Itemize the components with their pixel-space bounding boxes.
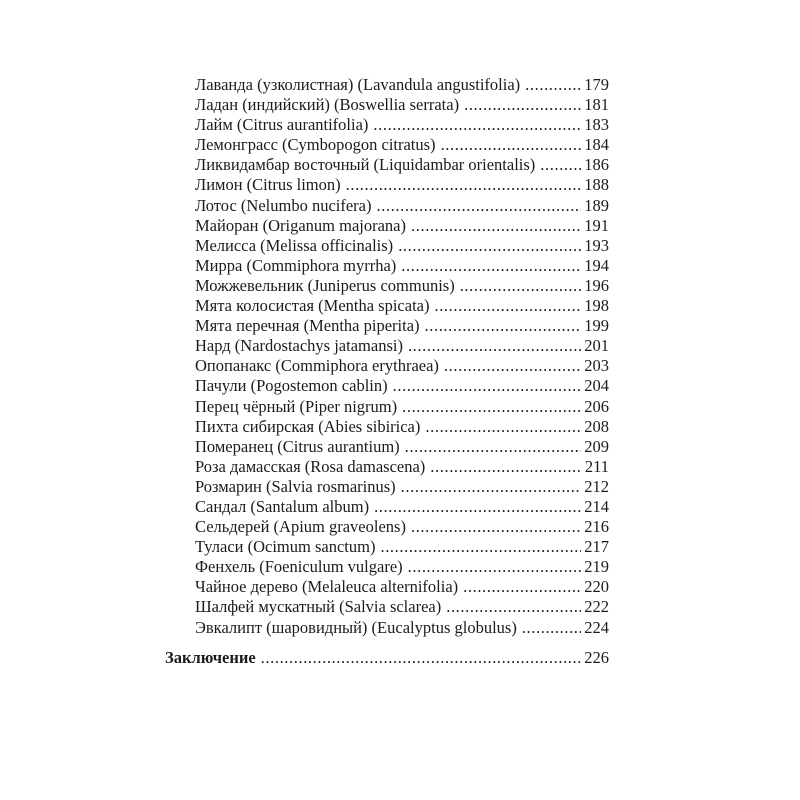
toc-entry-page: 194 (584, 255, 609, 275)
dot-leader (401, 477, 582, 497)
toc-entry-title: Эвкалипт (шаровидный) (Eucalyptus globulus) (195, 617, 517, 637)
toc-entry (165, 356, 609, 376)
toc-entry-title: Мелисса (Melissa officinalis) (195, 235, 394, 255)
dot-leader (425, 316, 582, 336)
toc-entry-title: Роза дамасская (Rosa damascena) (195, 456, 426, 476)
toc-entry-title: Лаванда (узколистная) (Lavandula angustifolia) (195, 75, 521, 94)
toc-entry-title: Розмарин (Salvia rosmarinus) (195, 476, 396, 496)
toc-entry (165, 597, 609, 617)
toc-entry (165, 196, 609, 216)
toc-entry (165, 316, 609, 336)
toc-entry-page: 209 (584, 436, 609, 456)
toc-entry (165, 75, 609, 95)
toc-entry (165, 336, 609, 356)
toc-entry-conclusion (165, 648, 609, 668)
toc-entry-page: 201 (584, 336, 609, 356)
toc-entry (165, 256, 609, 276)
toc-entry-page: 191 (584, 215, 609, 235)
dot-leader (441, 135, 582, 155)
toc-entry-title: Ладан (индийский) (Boswellia serrata) (195, 95, 460, 115)
dot-leader (402, 397, 581, 417)
toc-entry-page: 216 (584, 517, 609, 537)
toc-entry (165, 296, 609, 316)
toc-entry (165, 276, 609, 296)
dot-leader (401, 256, 581, 276)
toc-entry-title: Сандал (Santalum album) (195, 496, 370, 516)
toc-entry (165, 517, 609, 537)
dot-leader (408, 336, 581, 356)
dot-leader (405, 437, 582, 457)
toc-entry-page: 212 (584, 476, 609, 496)
toc-entry-page: 193 (584, 235, 609, 255)
toc-entry-page: 219 (584, 557, 609, 577)
toc-entry (165, 557, 609, 577)
toc-entry-title: Лайм (Citrus aurantifolia) (195, 115, 369, 135)
dot-leader (463, 577, 581, 597)
dot-leader (398, 236, 581, 256)
dot-leader (380, 537, 581, 557)
toc-entry (165, 437, 609, 457)
toc-entry-page: 199 (584, 316, 609, 336)
dot-leader (446, 597, 581, 617)
toc-entry-title: Померанец (Citrus aurantium) (195, 436, 400, 456)
toc-entry-title: Мята перечная (Mentha piperita) (195, 316, 420, 336)
toc-entry-page: 226 (584, 647, 609, 667)
dot-leader (411, 216, 581, 236)
dot-leader (261, 648, 582, 668)
toc-entry-page: 204 (584, 376, 609, 396)
toc-entry-title: Лотос (Nelumbo nucifera) (195, 195, 372, 215)
toc-entry (165, 618, 609, 638)
toc-entry (165, 537, 609, 557)
toc-entry-title: Майоран (Origanum majorana) (195, 215, 407, 235)
toc-entry-page: 214 (584, 496, 609, 516)
toc-entry-page: 208 (584, 416, 609, 436)
dot-leader (434, 296, 581, 316)
dot-leader (540, 155, 581, 175)
toc-entry (165, 135, 609, 155)
toc-entry (165, 376, 609, 396)
toc-entry-title: Туласи (Ocimum sanctum) (195, 537, 376, 557)
dot-leader (522, 618, 581, 638)
toc-entry-page: 183 (584, 115, 609, 135)
dot-leader (376, 196, 581, 216)
toc-entry-title: Мирра (Commiphora myrrha) (195, 255, 397, 275)
toc-entry-page: 181 (584, 95, 609, 115)
dot-leader (444, 356, 581, 376)
toc-entry-title: Ликвидамбар восточный (Liquidambar orientalis) (195, 155, 536, 175)
dot-leader (374, 497, 581, 517)
toc-entry-page: 198 (584, 296, 609, 316)
dot-leader (393, 376, 582, 396)
dot-leader (525, 75, 581, 95)
dot-leader (373, 115, 581, 135)
toc-entry-title: Пачули (Pogostemon cablin) (195, 376, 388, 396)
toc-entry (165, 397, 609, 417)
toc-entry-title: Фенхель (Foeniculum vulgare) (195, 557, 403, 577)
table-of-contents (165, 75, 609, 668)
toc-entry-title: Чайное дерево (Melaleuca alternifolia) (195, 577, 459, 597)
toc-entry-page: 186 (584, 155, 609, 175)
toc-entry (165, 457, 609, 477)
toc-entry-page: 217 (584, 537, 609, 557)
dot-leader (411, 517, 581, 537)
toc-list (165, 75, 609, 638)
toc-entry-page: 188 (584, 175, 609, 195)
toc-entry-title: Лемонграсс (Cymbopogon citratus) (195, 135, 436, 155)
toc-entry-title: Сельдерей (Apium graveolens) (195, 517, 406, 537)
toc-entry (165, 115, 609, 135)
toc-entry-page: 220 (584, 577, 609, 597)
dot-leader (464, 95, 581, 115)
toc-entry (165, 236, 609, 256)
toc-entry-title: Можжевельник (Juniperus communis) (195, 275, 455, 295)
dot-leader (460, 276, 582, 296)
toc-entry (165, 216, 609, 236)
toc-entry-page: 196 (584, 275, 609, 295)
toc-entry-title: Мята колосистая (Mentha spicata) (195, 296, 430, 316)
toc-entry-page: 184 (584, 135, 609, 155)
toc-entry (165, 497, 609, 517)
toc-entry-page: 222 (584, 597, 609, 617)
toc-entry-title: Перец чёрный (Piper nigrum) (195, 396, 398, 416)
toc-entry-page: 179 (584, 75, 609, 94)
toc-entry (165, 417, 609, 437)
toc-entry (165, 577, 609, 597)
toc-entry-title: Пихта сибирская (Abies sibirica) (195, 416, 421, 436)
toc-entry-page: 203 (584, 356, 609, 376)
toc-entry-page: 211 (584, 456, 609, 476)
toc-entry-page: 189 (584, 195, 609, 215)
dot-leader (425, 417, 581, 437)
toc-entry (165, 95, 609, 115)
toc-entry-title: Шалфей мускатный (Salvia sclarea) (195, 597, 442, 617)
toc-entry-title: Лимон (Citrus limon) (195, 175, 341, 195)
toc-entry-title: Заключение (165, 647, 256, 667)
dot-leader (430, 457, 582, 477)
toc-entry (165, 477, 609, 497)
toc-entry (165, 175, 609, 195)
toc-entry-page: 206 (584, 396, 609, 416)
toc-entry (165, 155, 609, 175)
toc-entry-page: 224 (584, 617, 609, 637)
toc-entry-title: Нард (Nardostachys jatamansi) (195, 336, 403, 356)
dot-leader (346, 175, 582, 195)
toc-entry-title: Опопанакс (Commiphora erythraea) (195, 356, 439, 376)
dot-leader (408, 557, 582, 577)
